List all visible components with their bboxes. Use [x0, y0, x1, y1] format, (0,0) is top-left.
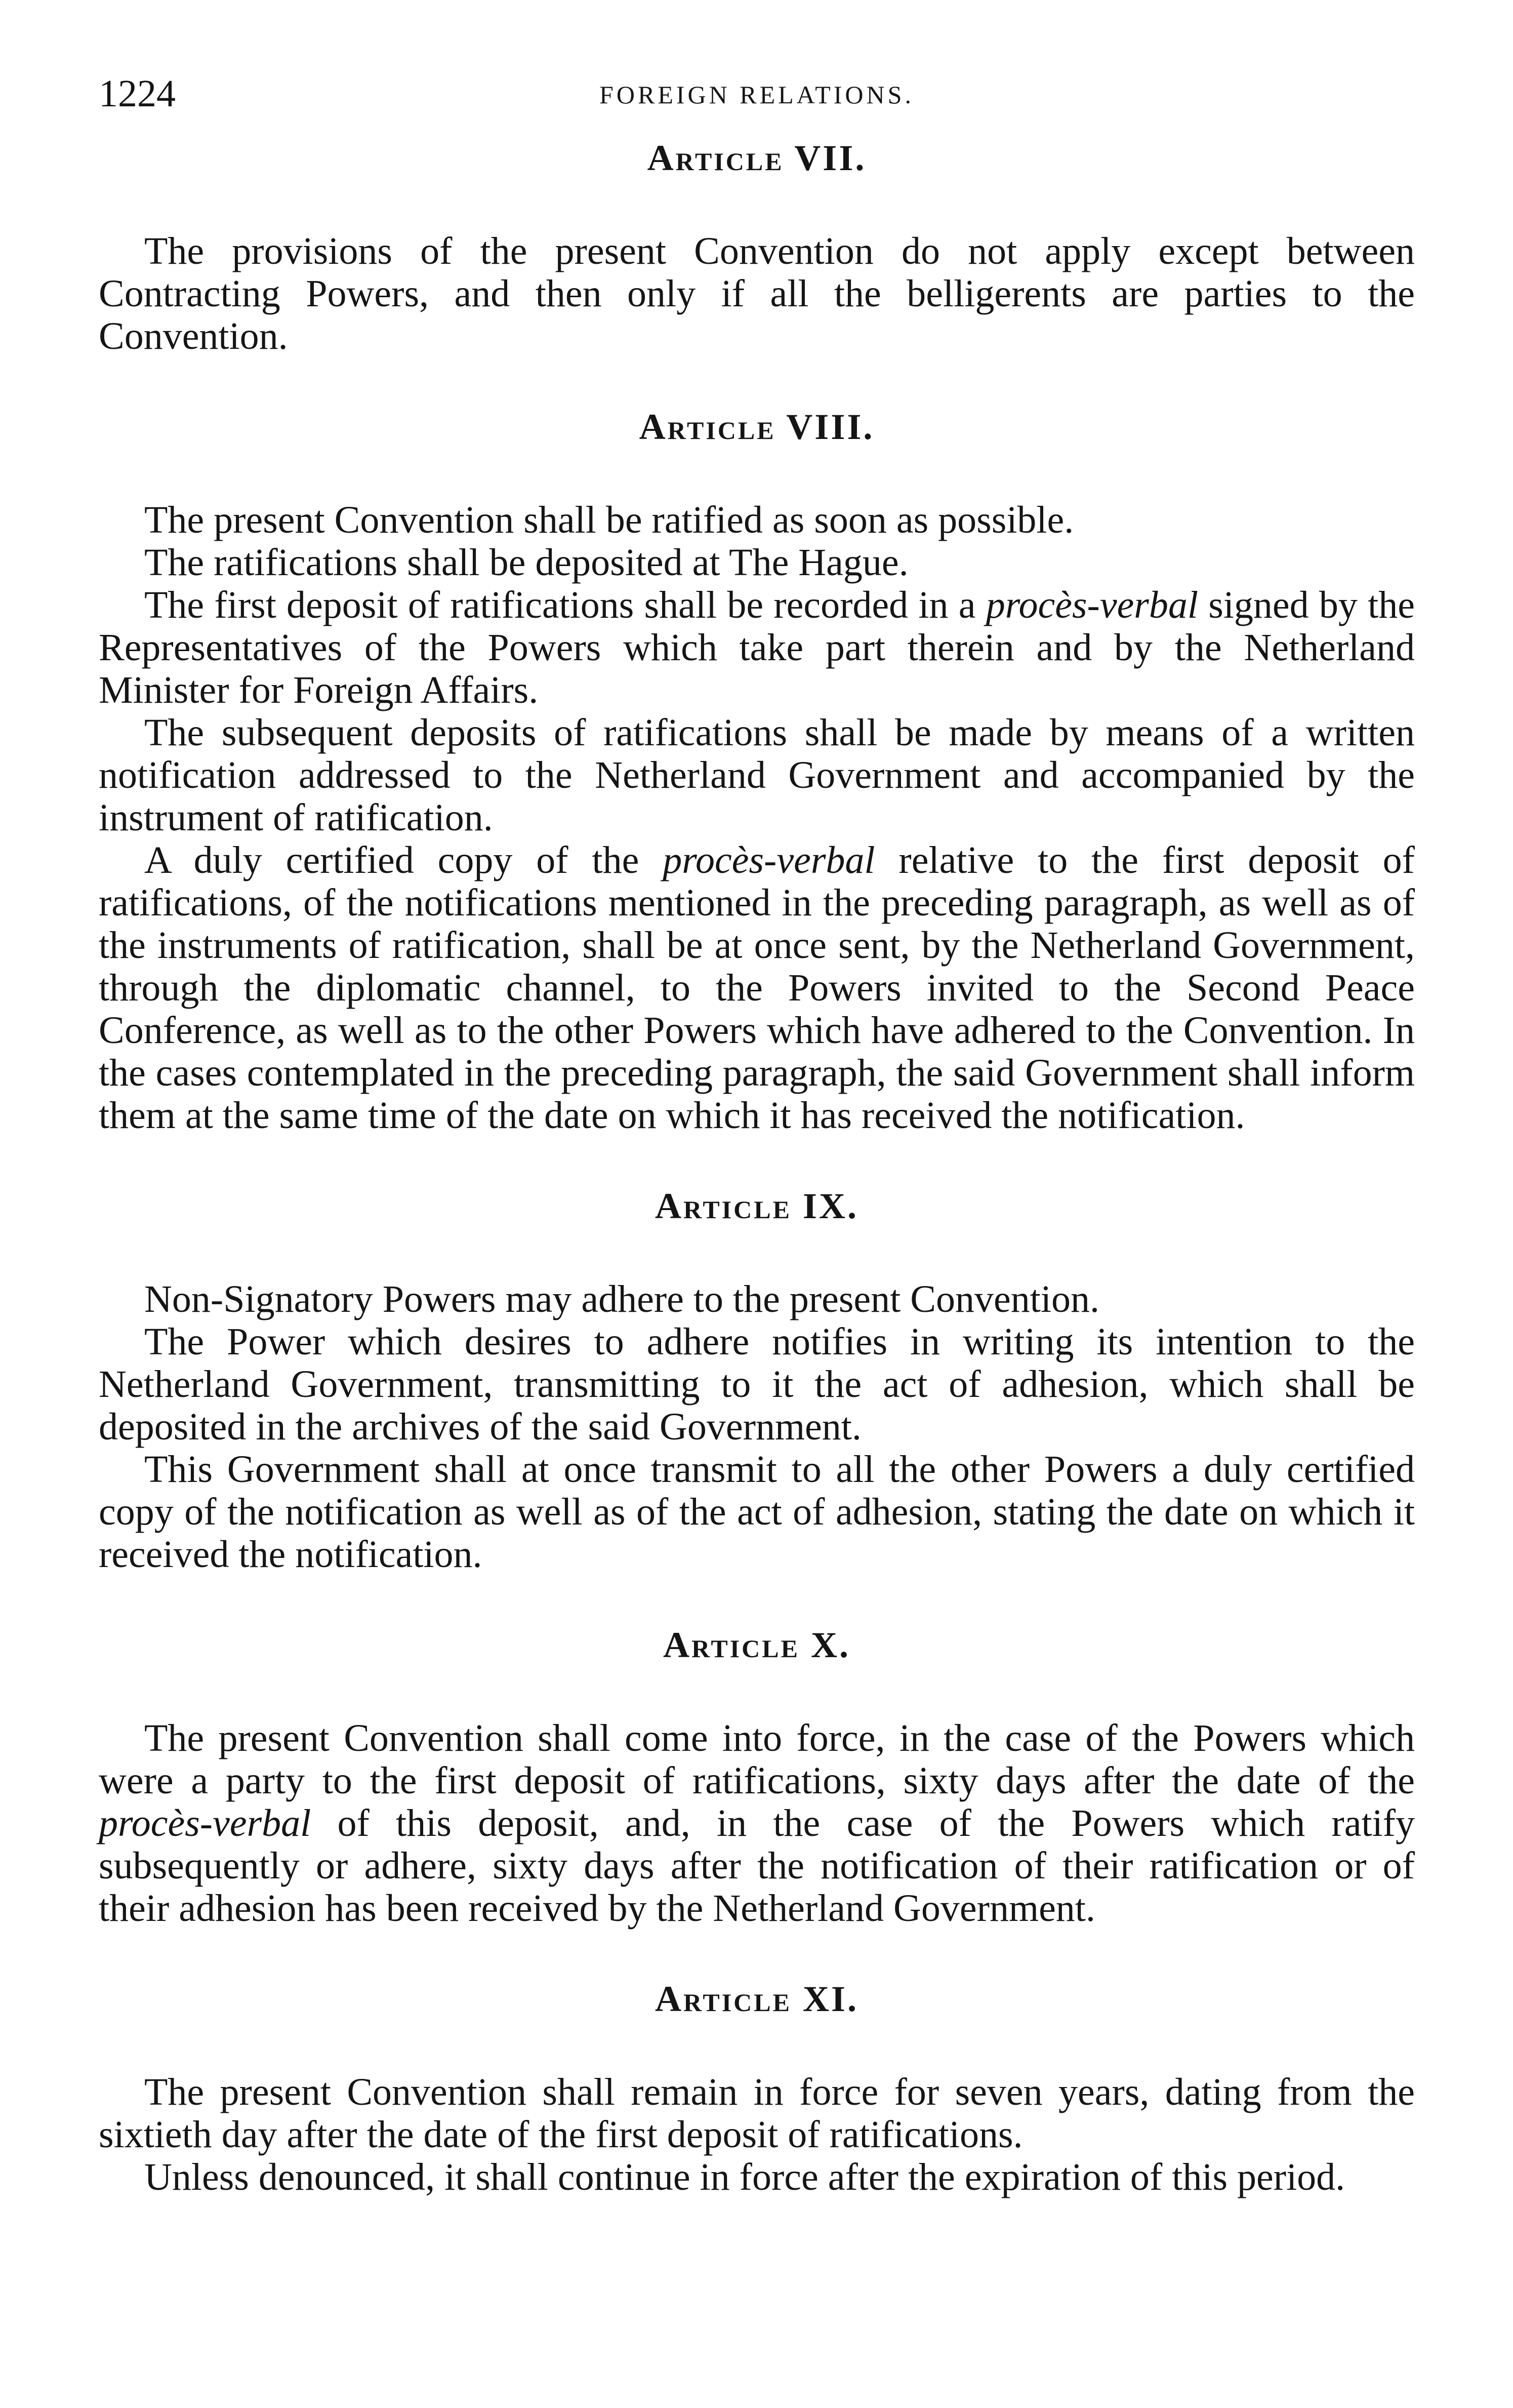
article-paragraph: The provisions of the present Convention do not apply except between Contracting Powers, and then only if all the belligerents are parties to the Convention.	[99, 230, 1415, 357]
article-heading: Article X.	[663, 1625, 850, 1665]
paragraph-text: relative to the first deposit of ratifications, of the notifications mentioned in the preceding paragraph, as well as of the instruments of ratification, shall be at once sent, by the Netherland Government, through the diplomatic channel, to the Powers invited to the Second Peace Conference, as well as to the other Powers which have adhered to the Convention. In the cases contemplated in the preceding paragraph, the said Government shall inform them at the same time of the date on which it has received the notification.	[99, 839, 1415, 1137]
paragraph-text: The present Convention shall come into force, in the case of the Powers which were a party to the first deposit of ratifications, sixty days after the date of the	[99, 1717, 1415, 1802]
article-paragraph: The present Convention shall remain in force for seven years, dating from the sixtieth day after the date of the first deposit of ratifications.	[99, 2071, 1415, 2156]
article-paragraph: Non-Signatory Powers may adhere to the present Convention.	[144, 1278, 1099, 1320]
article-paragraph	[99, 584, 1415, 711]
paragraph-text: The first deposit of ratifications shall be recorded in a	[144, 584, 986, 626]
paragraph-text: signed by the Representatives of the Powers which take part therein and by the Netherland Minister for Foreign Affairs.	[99, 584, 1415, 711]
article-heading: Article VIII.	[639, 407, 875, 447]
article-paragraph: The present Convention shall be ratified as soon as possible.	[144, 499, 1074, 541]
paragraph-text: of this deposit, and, in the case of the Powers which ratify subsequently or adhere, sixty days after the notification of their ratification or of their adhesion has been received by the Netherland Government.	[99, 1802, 1415, 1930]
article-heading: Article VII.	[647, 138, 867, 178]
running-head	[99, 71, 1415, 127]
running-head-title: FOREIGN RELATIONS.	[599, 81, 914, 109]
article-section	[99, 1624, 1415, 1930]
paragraph-text: A duly certified copy of the	[144, 839, 663, 881]
article-paragraph: Unless denounced, it shall continue in force after the expiration of this period.	[144, 2156, 1345, 2198]
article-heading: Article XI.	[655, 1979, 858, 2019]
article-paragraph: The Power which desires to adhere notifies in writing its intention to the Netherland Government, transmitting to it the act of adhesion, which shall be deposited in the archives of the said Government.	[99, 1320, 1415, 1448]
article-section	[99, 1978, 1415, 2198]
article-paragraph: The subsequent deposits of ratifications shall be made by means of a written notification addressed to the Netherland Government and accompanied by the instrument of ratification.	[99, 711, 1415, 839]
article-section	[99, 137, 1415, 357]
article-paragraph: The ratifications shall be deposited at The Hague.	[144, 541, 909, 584]
article-heading: Article IX.	[655, 1186, 858, 1226]
article-paragraph	[99, 839, 1415, 1137]
articles-container	[99, 137, 1415, 2198]
page-number: 1224	[99, 72, 176, 115]
article-section	[99, 406, 1415, 1137]
italic-term: procès-verbal	[986, 584, 1198, 626]
article-section	[99, 1185, 1415, 1576]
document-page	[99, 71, 1415, 2370]
article-paragraph: This Government shall at once transmit to all the other Powers a duly certified copy of the notification as well as of the act of adhesion, stating the date on which it received the notification.	[99, 1448, 1415, 1576]
italic-term: procès-verbal	[99, 1802, 311, 1844]
article-paragraph	[99, 1717, 1415, 1930]
italic-term: procès-verbal	[663, 839, 875, 881]
